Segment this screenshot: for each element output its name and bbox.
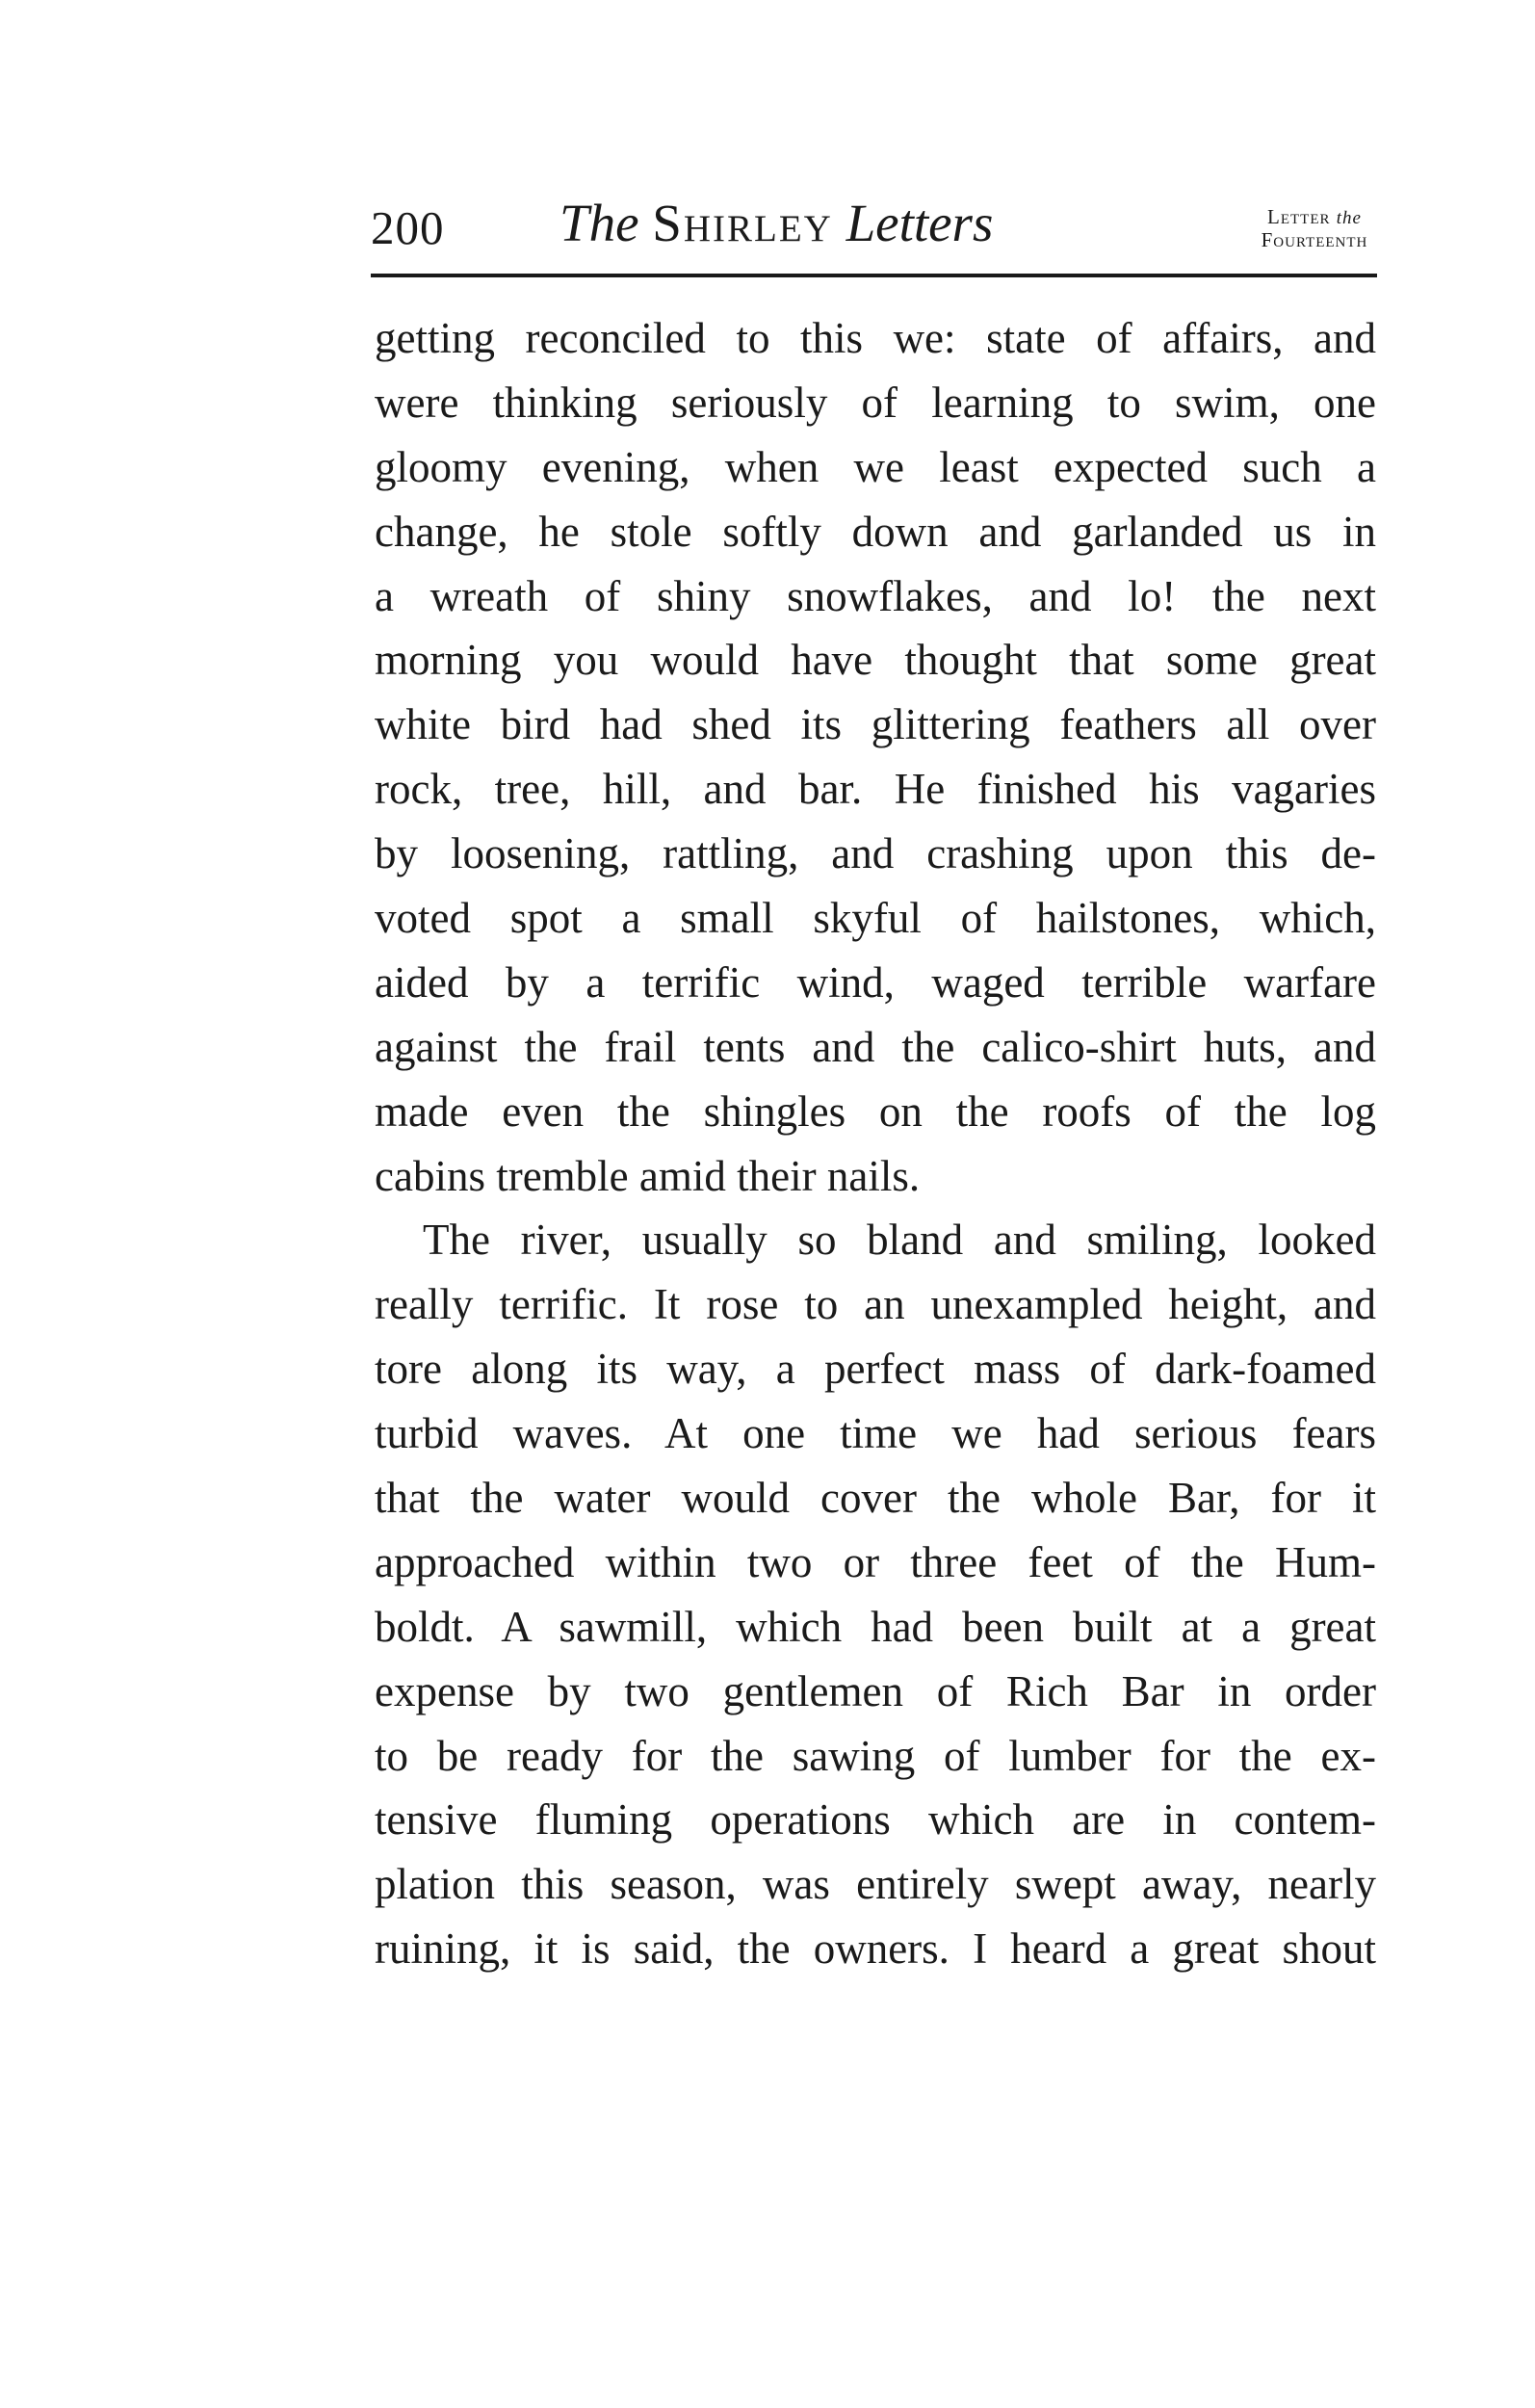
text-line: cabins tremble amid their nails.	[375, 1151, 921, 1200]
text-line: a wreath of shiny snowflakes, and lo! the next	[375, 571, 1376, 620]
book-title-shirley: Shirley	[652, 194, 833, 252]
text-line: turbid waves. At one time we had serious fears	[375, 1409, 1376, 1458]
text-line: aided by a terrific wind, waged terrible warfare	[375, 957, 1376, 1007]
text-line: tensive fluming operations which are in contem-	[375, 1795, 1376, 1845]
text-line: voted spot a small skyful of hailstones, which,	[375, 894, 1376, 943]
text-line: plation this season, was entirely swept away, nearly	[375, 1860, 1376, 1909]
text-line: expense by two gentlemen of Rich Bar in order	[375, 1666, 1376, 1715]
text-line: were thinking seriously of learning to swim, one	[375, 378, 1376, 427]
book-title-the: The	[559, 194, 639, 252]
text-line: by loosening, rattling, and crashing upon this de-	[375, 829, 1376, 878]
text-line: The river, usually so bland and smiling, looked	[423, 1216, 1376, 1265]
text-line: to be ready for the sawing of lumber for the ex-	[375, 1731, 1376, 1780]
text-line: really terrific. It rose to an unexampled height, and	[375, 1280, 1376, 1329]
text-line: made even the shingles on the roofs of the log	[375, 1086, 1376, 1136]
text-line: white bird had shed its glittering feathers all over	[375, 700, 1376, 749]
letter-word: Letter	[1267, 205, 1331, 228]
letter-ordinal: Fourteenth	[1261, 228, 1368, 251]
text-line: that the water would cover the whole Bar, for it	[375, 1474, 1376, 1523]
text-line: boldt. A sawmill, which had been built at a great	[375, 1602, 1376, 1651]
text-line: change, he stole softly down and garlanded us in	[375, 507, 1376, 556]
text-line: morning you would have thought that some great	[375, 636, 1376, 685]
letter-the: the	[1336, 208, 1362, 228]
text-line: approached within two or three feet of the Hum-	[375, 1537, 1376, 1586]
text-line: tore along its way, a perfect mass of dark-foamed	[375, 1345, 1376, 1394]
text-line: gloomy evening, when we least expected such a	[375, 442, 1376, 491]
page-number: 200	[371, 201, 445, 254]
book-title-letters: Letters	[846, 194, 994, 252]
letter-label	[1252, 206, 1377, 250]
running-head	[371, 193, 1377, 270]
text-line: getting reconciled to this we: state of affairs, and	[375, 314, 1376, 362]
body-text	[375, 306, 1376, 1981]
header-rule	[371, 274, 1377, 277]
text-line: against the frail tents and the calico-shirt huts, and	[375, 1022, 1376, 1071]
text-line: ruining, it is said, the owners. I heard a great shout	[375, 1924, 1376, 1974]
text-line: rock, tree, hill, and bar. He finished his vagaries	[375, 765, 1376, 814]
book-title	[559, 193, 993, 253]
